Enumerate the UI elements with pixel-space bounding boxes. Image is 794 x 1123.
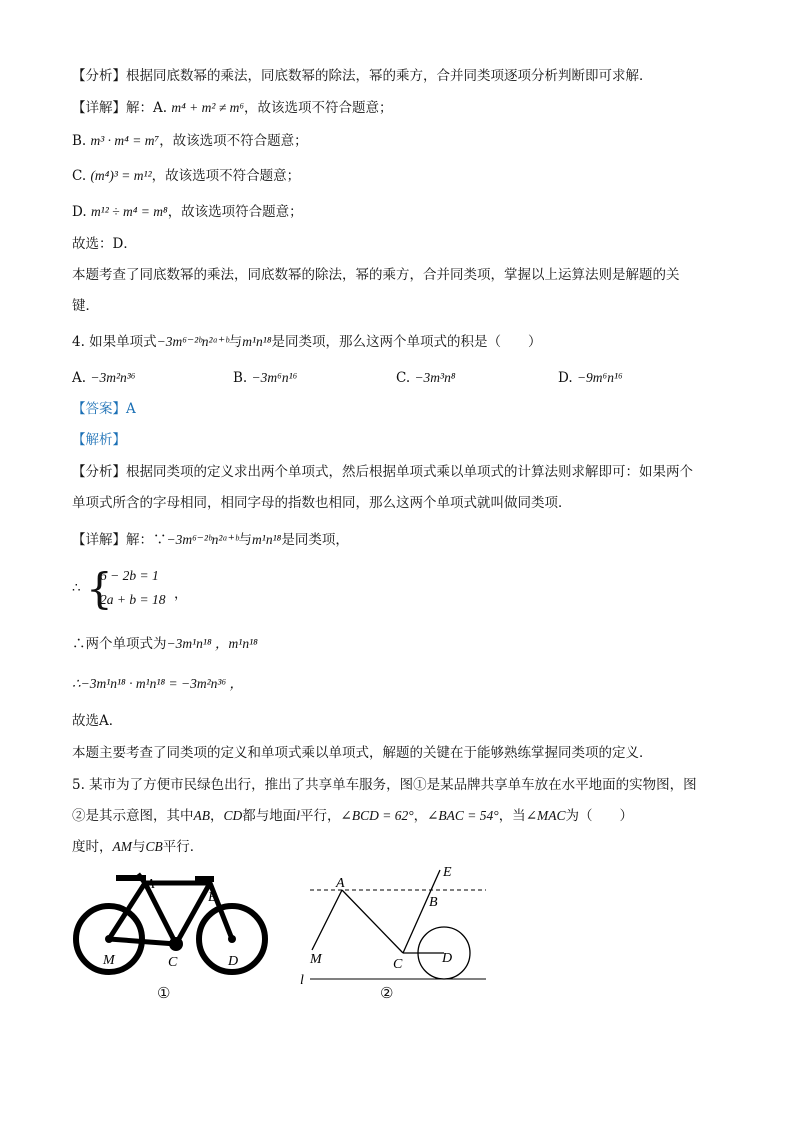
stem-text: 为（ ） bbox=[565, 808, 633, 824]
bicycle-figure bbox=[68, 868, 274, 978]
stem-text: ②是其示意图，其中 bbox=[72, 808, 194, 824]
verdict: ，故该选项不符合题意； bbox=[244, 100, 393, 116]
stem-text: ， bbox=[210, 808, 224, 824]
fig2-label-e: E bbox=[443, 865, 452, 880]
stem-text: 平行． bbox=[162, 839, 204, 855]
q4-option-d bbox=[558, 368, 623, 388]
line-l: l bbox=[296, 808, 301, 823]
q4-jiexi: 【解析】 bbox=[72, 432, 126, 448]
stem-text: 与 bbox=[132, 839, 146, 855]
angle-bac: ∠BAC = 54° bbox=[427, 808, 499, 823]
detail-text: 与 bbox=[238, 532, 253, 548]
q4-detail bbox=[72, 530, 349, 550]
option-b-prefix: B. bbox=[72, 133, 87, 149]
q3-choose: 故选：D． bbox=[72, 236, 137, 252]
fig1-label-d: D bbox=[228, 954, 239, 969]
equation-2: 2a + b = 18 bbox=[100, 592, 166, 607]
angle-mac: ∠MAC bbox=[525, 808, 566, 823]
q4-product bbox=[72, 674, 243, 694]
q4-analysis-line2: 单项式所含的字母相同，相同字母的指数也相同，那么这两个单项式就叫做同类项． bbox=[72, 495, 572, 511]
formula: ∴−3m¹n¹⁸ · m¹n¹⁸ = −3m²n³⁶ ， bbox=[72, 676, 244, 691]
option-label: B. bbox=[233, 370, 248, 386]
formula: −3m⁶⁻²ᵇn²ᵃ⁺ᵇ bbox=[166, 532, 239, 547]
formula: m⁴ + m² ≠ m⁶ bbox=[171, 100, 245, 115]
segment-ab: AB bbox=[193, 808, 210, 823]
formula: −3m⁶⁻²ᵇn²ᵃ⁺ᵇ bbox=[156, 334, 229, 349]
stem-text: 都与地面 bbox=[242, 808, 297, 824]
q4-option-a bbox=[72, 368, 136, 388]
fig2-label-d: D bbox=[442, 951, 453, 966]
q3-analysis: 【分析】根据同底数幂的乘法，同底数幂的除法，幂的乘方，合并同类项逐项分析判断即可求解． bbox=[72, 68, 653, 84]
option-label: A. bbox=[72, 370, 87, 386]
chain-stay bbox=[176, 883, 210, 944]
option-c-prefix: C. bbox=[72, 168, 87, 184]
comma: ， bbox=[174, 586, 188, 602]
segment-cd: CD bbox=[223, 808, 243, 823]
segment-cb: CB bbox=[145, 839, 163, 854]
option-a-prefix: 解：A. bbox=[126, 100, 168, 116]
verdict: ，故该选项不符合题意； bbox=[159, 133, 308, 149]
option-d-prefix: D. bbox=[72, 204, 87, 220]
stem-text: 是同类项，那么这两个单项式的积是（ ） bbox=[271, 334, 542, 350]
q4-option-b bbox=[233, 368, 297, 388]
detail-text: 是同类项， bbox=[281, 532, 349, 548]
detail-text: 解：∵ bbox=[126, 532, 167, 548]
verdict: ，故该选项符合题意； bbox=[167, 204, 303, 220]
q4-stem bbox=[72, 332, 542, 352]
stem-text: 度时， bbox=[72, 839, 113, 855]
fig2-caption: ② bbox=[380, 984, 394, 1002]
fig1-caption: ① bbox=[157, 984, 171, 1002]
q3-summary-line2: 键． bbox=[72, 298, 99, 314]
stem-text: 平行， bbox=[300, 808, 341, 824]
formula: −3m¹n¹⁸ ，m¹n¹⁸ bbox=[166, 636, 258, 651]
handlebar bbox=[195, 876, 214, 882]
therefore-symbol: ∴ bbox=[72, 580, 81, 596]
option-formula: −3m³n⁸ bbox=[414, 370, 456, 385]
schematic-figure bbox=[298, 860, 498, 990]
q5-stem-line2 bbox=[72, 806, 633, 826]
q3-detail-d bbox=[72, 202, 303, 222]
formula: m¹² ÷ m⁴ = m⁸ bbox=[90, 204, 168, 219]
crank bbox=[169, 937, 183, 951]
q4-two-terms bbox=[72, 634, 258, 654]
rear-hub bbox=[105, 935, 113, 943]
fig1-label-c: C bbox=[168, 955, 178, 970]
segment-am bbox=[312, 890, 342, 950]
stem-text: ，当 bbox=[498, 808, 526, 824]
option-formula: −9m⁶n¹⁶ bbox=[576, 370, 623, 385]
fig2-label-b: B bbox=[429, 895, 438, 910]
option-label: C. bbox=[396, 370, 411, 386]
fig1-label-m: M bbox=[103, 953, 115, 968]
q3-detail-c bbox=[72, 166, 300, 186]
equation-1: 6 − 2b = 1 bbox=[100, 568, 159, 583]
stem-text: 4. 如果单项式 bbox=[72, 334, 157, 350]
q4-choose: 故选A． bbox=[72, 713, 123, 729]
q4-answer: 【答案】A bbox=[72, 401, 136, 417]
detail-label: 【详解】 bbox=[72, 532, 126, 548]
seat bbox=[116, 875, 146, 881]
formula: (m⁴)³ = m¹² bbox=[90, 168, 152, 183]
q5-stem-line1: 5. 某市为了方便市民绿色出行，推出了共享单车服务，图①是某品牌共享单车放在水平地面的实物图，图 bbox=[72, 777, 697, 793]
detail-text: ∴两个单项式为 bbox=[72, 636, 167, 652]
formula: m¹n¹⁸ bbox=[242, 334, 272, 349]
formula: m¹n¹⁸ bbox=[252, 532, 282, 547]
segment-am: AM bbox=[112, 839, 132, 854]
fig1-label-a: A bbox=[146, 877, 155, 892]
fig1-label-b: B bbox=[208, 890, 217, 905]
detail-label: 【详解】 bbox=[72, 100, 126, 116]
option-formula: −3m²n³⁶ bbox=[90, 370, 136, 385]
fig2-label-c: C bbox=[393, 957, 403, 972]
stem-text: 与 bbox=[228, 334, 243, 350]
q4-option-c bbox=[396, 368, 456, 388]
fig2-label-m: M bbox=[310, 952, 322, 967]
front-hub bbox=[228, 935, 236, 943]
verdict: ，故该选项不符合题意； bbox=[151, 168, 301, 184]
q5-stem-line3 bbox=[72, 837, 203, 857]
segment-ac bbox=[342, 890, 403, 953]
fig2-label-a: A bbox=[336, 876, 345, 891]
q4-summary: 本题主要考查了同类项的定义和单项式乘以单项式，解题的关键在于能够熟练掌握同类项的定义． bbox=[72, 745, 653, 761]
option-formula: −3m⁶n¹⁶ bbox=[251, 370, 298, 385]
fig2-label-l: l bbox=[300, 973, 304, 988]
q3-detail-a bbox=[72, 98, 393, 118]
formula: m³ · m⁴ = m⁷ bbox=[90, 133, 160, 148]
option-label: D. bbox=[558, 370, 573, 386]
q3-detail-b bbox=[72, 131, 308, 151]
brace: { bbox=[86, 564, 113, 613]
stem-text: ， bbox=[413, 808, 428, 824]
q4-analysis-line1: 【分析】根据同类项的定义求出两个单项式，然后根据单项式乘以单项式的计算法则求解即可：如果两个 bbox=[72, 464, 693, 480]
angle-bcd: ∠BCD = 62° bbox=[340, 808, 414, 823]
q3-summary-line1: 本题考查了同底数幂的乘法，同底数幂的除法，幂的乘方，合并同类项，掌握以上运算法则是解题的关 bbox=[72, 267, 680, 283]
